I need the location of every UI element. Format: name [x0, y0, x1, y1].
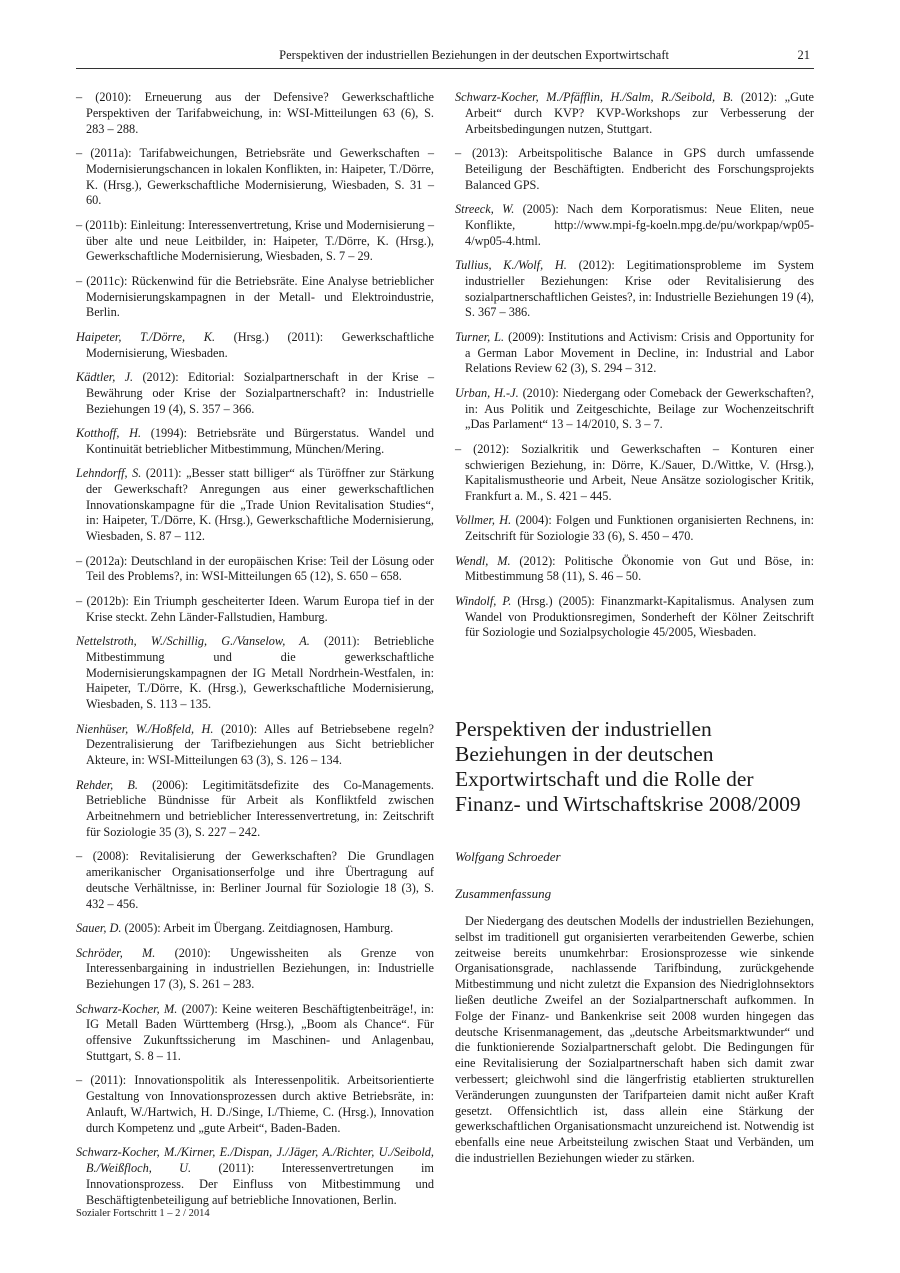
page-footer: Sozialer Fortschritt 1 – 2 / 2014 [76, 1208, 210, 1219]
reference-entry: Rehder, B. (2006): Legitimitätsdefizite des Co-Managements. Betriebliche Bündnisse für Arbeit als Konfliktfeld zwischen Arbeitnehmern und betrieblicher Interessenvertretung, in: Zeitschrift für Soziologie 35 (3), S. 227 – 242. [76, 777, 434, 839]
reference-entry: Streeck, W. (2005): Nach dem Korporatismus: Neue Eliten, neue Konflikte, http://www.mpi-fg-koeln.mpg.de/pu/workpap/wp05-4/wp05-4.html. [455, 201, 814, 248]
references-left-column [76, 90, 434, 1217]
reference-entry: – (2013): Arbeitspolitische Balance in GPS durch umfassende Beteiligung der Beschäftigten. Endbericht des Forschungsprojekts Balanced GPS. [455, 145, 814, 192]
reference-entry: – (2011b): Einleitung: Interessenvertretung, Krise und Modernisierung – über alte und neue Leitbilder, in: Haipeter, T./Dörre, K. (Hrsg.), Gewerkschaftliche Modernisierung, Wiesbaden, S. 7 – 29. [76, 217, 434, 264]
reference-entry: Schwarz-Kocher, M./Pfäfflin, H./Salm, R./Seibold, B. (2012): „Gute Arbeit“ durch KVP? KVP-Workshops zur Verbesserung der Arbeitsbedingungen nutzen, Stuttgart. [455, 90, 814, 136]
article-title: Perspektiven der industriellen Beziehungen in der deutschen Exportwirtschaft und die Rolle der Finanz- und Wirtschaftskrise 2008/2009 [455, 717, 801, 816]
reference-entry: Kädtler, J. (2012): Editorial: Sozialpartnerschaft in der Krise – Bewährung oder Krise der Sozialpartnerschaft? in: Industrielle Beziehungen 19 (4), S. 357 – 366. [76, 369, 434, 416]
reference-entry: Kotthoff, H. (1994): Betriebsräte und Bürgerstatus. Wandel und Kontinuität betrieblicher Mitbestimmung, München/Mering. [76, 425, 434, 456]
page-number: 21 [797, 48, 810, 62]
reference-entry: Vollmer, H. (2004): Folgen und Funktionen organisierten Rechnens, in: Zeitschrift für Soziologie 33 (6), S. 450 – 470. [455, 513, 814, 544]
reference-entry: – (2011): Innovationspolitik als Interessenpolitik. Arbeitsorientierte Gestaltung von Innovationsprozessen durch aktive Betriebsräte, in: Anlauft, W./Hartwich, H. D./Singe, I./Thieme, C. (Hrsg.), Innovation durch Kompetenz und „gute Arbeit“, Baden-Baden. [76, 1073, 434, 1135]
reference-entry: Schwarz-Kocher, M. (2007): Keine weiteren Beschäftigtenbeiträge!, in: IG Metall Baden Württemberg (Hrsg.), „Boom als Chance“. Für offensive Zukunftssicherung im Maschinen- und Anlagenbau, Stuttgart, S. 8 – 11. [76, 1001, 434, 1063]
abstract-heading: Zusammenfassung [455, 886, 552, 901]
running-header [76, 46, 814, 69]
reference-entry: Nienhüser, W./Hoßfeld, H. (2010): Alles auf Betriebsebene regeln? Dezentralisierung der Tarifbeziehungen aus Sicht betrieblicher Akteure, in: WSI-Mitteilungen 63 (3), S. 126 – 134. [76, 721, 434, 768]
reference-entry: Urban, H.-J. (2010): Niedergang oder Comeback der Gewerkschaften?, in: Aus Politik und Zeitgeschichte, Beilage zur Wochenzeitschrift „Das Parlament“ 13 – 14/2010, S. 3 – 7. [455, 385, 814, 432]
abstract-text: Der Niedergang des deutschen Modells der industriellen Beziehungen, selbst im traditionell gut organisierten verarbeitenden Gewerbe, schien zeitweise bereits unumkehrbar: Erosionsprozesse wie sinkende Organisationsgrade, nachlassende Tarifbindung, zurückgehende Mitbestimmung und nicht zuletzt die Expansion des Niedriglohnsektors ließen deutliche Zweifel an der Sozialpartnerschaft aufkommen. In Folge der Finanz- und Bankenkrise seit 2008 wurden hingegen das deutsche Krisenmanagement, das „deutsche Arbeitsmarktwunder“ und die funktionierende Sozialpartnerschaft gelobt. Die Bedingungen für eine Revitalisierung der Sozialpartnerschaft haben sich damit zwar verbessert; gleichwohl sind die längerfristig etablierten strukturellen Veränderungen zuungunsten der Tarifparteien damit nicht außer Kraft gesetzt. Offensichtlich ist, dass allein eine Stärkung der gewerkschaftlichen Organisationsmacht unzureichend ist. Notwendig ist ebenfalls eine neue Arbeitsteilung zwischen Staat und Verbänden, um die industriellen Beziehungen wieder zu stärken. [455, 914, 814, 1165]
references-right-column [455, 90, 814, 650]
article-start [455, 717, 814, 1167]
reference-entry: Schröder, M. (2010): Ungewissheiten als Grenze von Interessenbargaining in industriellen Beziehungen, in: Industrielle Beziehungen 17 (3), S. 261 – 283. [76, 945, 434, 992]
reference-entry: – (2010): Erneuerung aus der Defensive? Gewerkschaftliche Perspektiven der Tarifabweichung, in: WSI-Mitteilungen 63 (6), S. 283 – 288. [76, 90, 434, 136]
reference-entry: – (2012a): Deutschland in der europäischen Krise: Teil der Lösung oder Teil des Problems?, in: WSI-Mitteilungen 65 (12), S. 650 – 658. [76, 553, 434, 584]
reference-entry: Lehndorff, S. (2011): „Besser statt billiger“ als Türöffner zur Stärkung der Gewerkschaft? Anregungen aus einer gewerkschaftlichen Innovationskampagne für die „Trade Union Revitalisation Studies“, in: Haipeter, T./Dörre, K. (Hrsg.), Gewerkschaftliche Modernisierung, Wiesbaden, S. 87 – 112. [76, 466, 434, 544]
reference-entry: Sauer, D. (2005): Arbeit im Übergang. Zeitdiagnosen, Hamburg. [76, 921, 394, 936]
reference-entry: Turner, L. (2009): Institutions and Activism: Crisis and Opportunity for a German Labor Movement in Decline, in: Industrial and Labor Relations Review 62 (3), S. 294 – 312. [455, 329, 815, 376]
reference-entry: Wendl, M. (2012): Politische Ökonomie von Gut und Böse, in: Mitbestimmung 58 (11), S. 46 – 50. [455, 553, 814, 584]
reference-entry: Haipeter, T./Dörre, K. (Hrsg.) (2011): Gewerkschaftliche Modernisierung, Wiesbaden. [76, 329, 434, 360]
reference-entry: – (2008): Revitalisierung der Gewerkschaften? Die Grundlagen amerikanischer Organisationserfolge und ihre Übertragung auf deutsche Verhältnisse, in: Berliner Journal für Soziologie 18 (3), S. 432 – 456. [76, 849, 434, 911]
reference-entry: – (2012b): Ein Triumph gescheiterter Ideen. Warum Europa tief in der Krise steckt. Zehn Länder-Fallstudien, Hamburg. [76, 593, 434, 624]
reference-entry: Schwarz-Kocher, M./Kirner, E./Dispan, J./Jäger, A./Richter, U./Seibold, B./Weißfloch, U. (2011): Interessenvertretungen im Innovationsprozess. Der Einfluss von Mitbestimmung und Beschäftigtenbeteiligung auf betriebliche Innovationen, Berlin. [76, 1145, 434, 1207]
reference-entry: Nettelstroth, W./Schillig, G./Vanselow, A. (2011): Betriebliche Mitbestimmung und die gewerkschaftliche Modernisierungskampagnen der IG Metall Nordrhein-Westfalen, in: Haipeter, T./Dörre, K. (Hrsg.), Gewerkschaftliche Modernisierung, Wiesbaden, S. 113 – 135. [76, 634, 434, 712]
reference-entry: – (2012): Sozialkritik und Gewerkschaften – Konturen einer schwierigen Beziehung, in: Dörre, K./Sauer, D./Wittke, V. (Hrsg.), Kapitalismustheorie und Arbeit, Neue Ansätze soziologischer Kritik, Frankfurt a. M., S. 421 – 445. [455, 441, 814, 504]
reference-entry: Windolf, P. (Hrsg.) (2005): Finanzmarkt-Kapitalismus. Analysen zum Wandel von Produktionsregimen, Sonderheft der Kölner Zeitschrift für Soziologie und Sozialpsychologie 45/2005, Wiesbaden. [455, 593, 814, 640]
reference-entry: – (2011a): Tarifabweichungen, Betriebsräte und Gewerkschaften – Modernisierungschancen in lokalen Konflikten, in: Haipeter, T./Dörre, K. (Hrsg.), Gewerkschaftliche Modernisierung, Wiesbaden, S. 31 – 60. [76, 145, 434, 208]
article-author: Wolfgang Schroeder [455, 849, 561, 864]
reference-entry: Tullius, K./Wolf, H. (2012): Legitimationsprobleme im System industrieller Beziehungen: Krise oder Revitalisierung des sozialpartnerschaftlichen Geistes?, in: Industrielle Beziehungen 19 (4), S. 367 – 386. [455, 257, 814, 320]
running-header-title: Perspektiven der industriellen Beziehungen in der deutschen Exportwirtschaft [279, 48, 669, 62]
reference-entry: – (2011c): Rückenwind für die Betriebsräte. Eine Analyse betrieblicher Modernisierungskampagnen in der Metall- und Elektroindustrie, Berlin. [76, 273, 434, 320]
